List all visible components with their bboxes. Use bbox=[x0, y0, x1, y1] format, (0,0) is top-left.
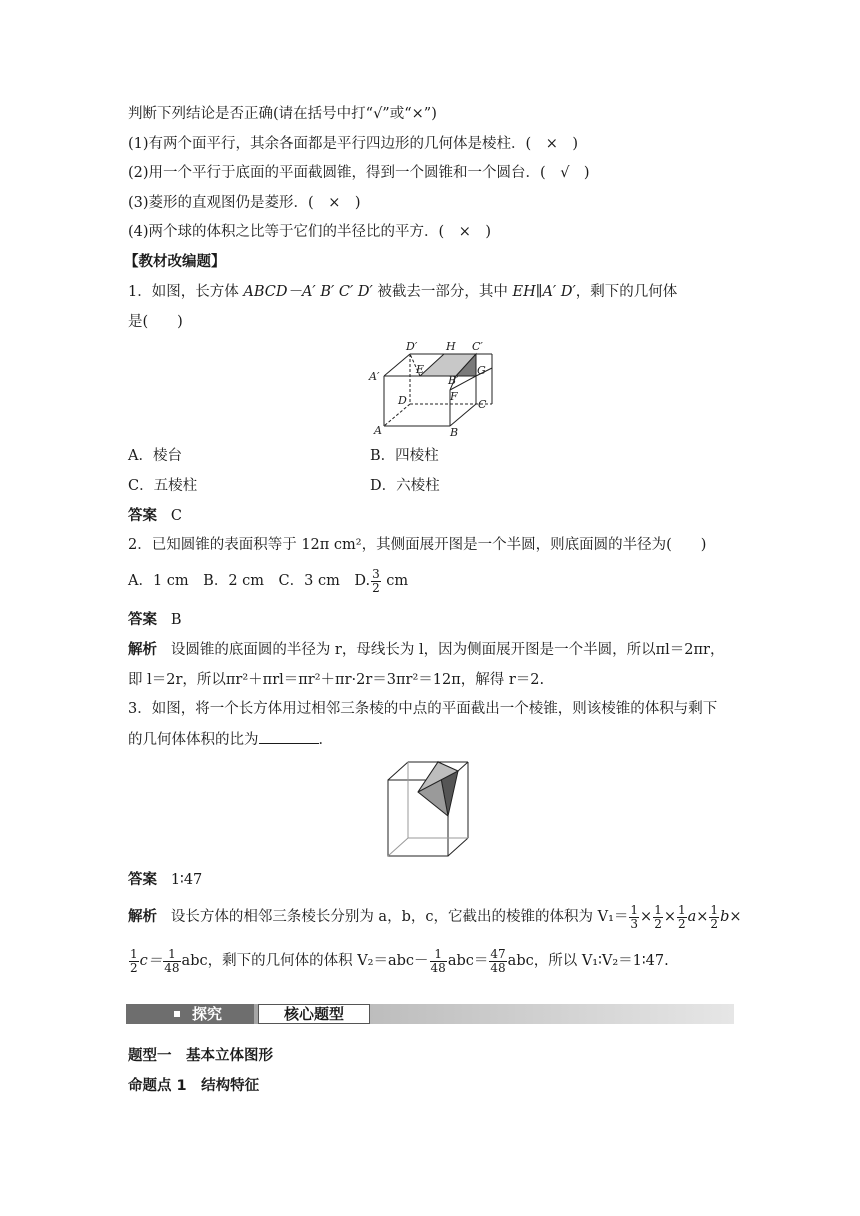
frac-2 bbox=[653, 904, 663, 931]
frac-7-num: 1 bbox=[430, 948, 447, 962]
q3-analysis-a: 设长方体的相邻三条棱长分别为 a，b，c，它截出的棱锥的体积为 V₁＝ bbox=[170, 909, 629, 925]
q3-t3: a× bbox=[687, 909, 709, 925]
section-label: 【教材改编题】 bbox=[124, 254, 226, 270]
q2-analysis-text1: 设圆锥的底面圆的半径为 r，母线长为 l，因为侧面展开图是一个半圆，所以πl＝2πr， bbox=[170, 642, 725, 658]
frac-8-num: 47 bbox=[490, 946, 506, 961]
q3-t4: b× bbox=[720, 909, 742, 925]
frac-3-num: 1 bbox=[677, 902, 686, 917]
frac-6-den: 48 bbox=[164, 960, 180, 975]
frac-2-den: 2 bbox=[654, 916, 662, 931]
judgement-2: (2)用一个平行于底面的平面截圆锥，得到一个圆锥和一个圆台．( √ ) bbox=[128, 165, 590, 181]
q3-t5: c＝ bbox=[139, 953, 163, 969]
frac-2-num: 1 bbox=[654, 902, 662, 917]
q3-answer bbox=[128, 870, 202, 890]
q2-answer bbox=[128, 610, 181, 630]
judgement-3: (3)菱形的直观图仍是菱形．( × ) bbox=[128, 195, 361, 211]
q2-answer-value: B bbox=[170, 612, 182, 628]
q3-t7: abc＝ bbox=[447, 953, 489, 969]
q1-option-a: A．棱台 bbox=[128, 448, 182, 464]
section-banner bbox=[126, 1002, 734, 1026]
frac-8 bbox=[489, 948, 506, 975]
q1-answer bbox=[128, 506, 182, 526]
q1-eh: EH∥A′ D′ bbox=[512, 284, 576, 300]
q1-cuboid-figure bbox=[366, 338, 496, 440]
label-c1: C′ bbox=[472, 340, 483, 353]
q1-line2: 是( ) bbox=[128, 314, 183, 330]
q3-analysis-1 bbox=[128, 900, 742, 934]
q1-post: ，剩下的几何体 bbox=[575, 284, 678, 300]
q2-analysis-label: 解析 bbox=[128, 642, 157, 658]
q1-answer-label: 答案 bbox=[128, 508, 157, 524]
frac-3 bbox=[677, 904, 687, 931]
frac-4-den: 2 bbox=[710, 916, 719, 931]
q3-line1: 3．如图，将一个长方体用过相邻三条棱的中点的平面截出一个棱锥，则该棱锥的体积与剩下 bbox=[128, 701, 718, 717]
label-a1: A′ bbox=[369, 370, 380, 383]
q2-answer-label: 答案 bbox=[128, 612, 157, 628]
q3-line2-pre: 的几何体体积的比为 bbox=[128, 732, 259, 748]
banner-left bbox=[126, 1004, 254, 1024]
frac-1-num: 1 bbox=[630, 902, 639, 917]
banner-right: 核心题型 bbox=[258, 1004, 370, 1024]
q3-analysis-label: 解析 bbox=[128, 909, 157, 925]
label-b1: B′ bbox=[448, 374, 459, 387]
q2-analysis-1 bbox=[128, 640, 724, 660]
intro-text: 判断下列结论是否正确(请在括号中打“√”或“×”) bbox=[128, 106, 437, 122]
frac-7 bbox=[430, 948, 447, 975]
frac-6 bbox=[163, 948, 180, 975]
q1-option-b: B．四棱柱 bbox=[370, 448, 439, 464]
q1-mid: 被截去一部分，其中 bbox=[372, 284, 513, 300]
judgement-1: (1)有两个面平行，其余各面都是平行四边形的几何体是棱柱．( × ) bbox=[128, 136, 579, 152]
point-heading: 命题点 1 结构特征 bbox=[128, 1078, 260, 1094]
label-b: B bbox=[450, 426, 459, 439]
q3-answer-blank bbox=[259, 729, 319, 744]
label-c: C bbox=[478, 398, 487, 411]
label-d: D bbox=[398, 394, 407, 407]
topic-heading: 题型一 基本立体图形 bbox=[128, 1048, 273, 1064]
q1-pre: 1．如图，长方体 bbox=[128, 284, 244, 300]
label-h: H bbox=[446, 340, 456, 353]
q1-option-d: D．六棱柱 bbox=[370, 478, 440, 494]
label-f: F bbox=[450, 390, 458, 403]
q1-box: ABCD－A′ B′ C′ D′ bbox=[243, 284, 373, 300]
q2-text: 2．已知圆锥的表面积等于 12π cm²，其侧面展开图是一个半圆，则底面圆的半径为( ) bbox=[128, 537, 707, 553]
label-g: G bbox=[477, 364, 486, 377]
frac-1 bbox=[629, 904, 639, 931]
q3-t1: × bbox=[640, 909, 653, 925]
banner-left-label: 探究 bbox=[192, 1005, 223, 1023]
q3-t2: × bbox=[663, 909, 676, 925]
frac-4-num: 1 bbox=[710, 902, 719, 917]
q3-t8: abc，所以 V₁∶V₂＝1∶47. bbox=[507, 953, 669, 969]
frac-3-den: 2 bbox=[677, 916, 686, 931]
q1-option-c: C．五棱柱 bbox=[128, 478, 198, 494]
q3-answer-label: 答案 bbox=[128, 872, 157, 888]
q2-unit: cm bbox=[381, 573, 409, 589]
frac-7-den: 48 bbox=[430, 960, 446, 975]
q3-answer-value: 1∶47 bbox=[170, 872, 203, 888]
q2-frac-num: 3 bbox=[372, 566, 380, 581]
judgement-4: (4)两个球的体积之比等于它们的半径比的平方．( × ) bbox=[128, 224, 492, 240]
label-a: A bbox=[374, 424, 382, 437]
frac-4 bbox=[709, 904, 719, 931]
q2-analysis-2: 即 l＝2r，所以πr²＋πrl＝πr²＋πr·2r＝3πr²＝12π，解得 r＝2. bbox=[128, 672, 545, 688]
q3-analysis-2 bbox=[128, 944, 669, 978]
frac-6-num: 1 bbox=[163, 948, 180, 962]
frac-5-den: 2 bbox=[130, 960, 138, 975]
q3-cuboid-figure bbox=[384, 758, 474, 860]
q2-frac-den: 2 bbox=[372, 580, 380, 595]
q1-answer-value: C bbox=[170, 508, 182, 524]
q2-options bbox=[128, 566, 408, 596]
q3-t6: abc，剩下的几何体的体积 V₂＝abc－ bbox=[181, 953, 429, 969]
q1-line1 bbox=[128, 282, 677, 302]
label-e: E bbox=[416, 363, 425, 376]
frac-8-den: 48 bbox=[490, 960, 506, 975]
q3-line2-post: ． bbox=[318, 732, 333, 748]
q3-line2 bbox=[128, 729, 333, 750]
frac-5 bbox=[129, 948, 139, 975]
q2-fraction bbox=[371, 568, 381, 595]
q2-opts-text: A．1 cm B．2 cm C．3 cm D. bbox=[128, 573, 371, 589]
frac-1-den: 3 bbox=[630, 916, 639, 931]
label-d1: D′ bbox=[406, 340, 418, 353]
square-icon bbox=[174, 1011, 180, 1017]
frac-5-num: 1 bbox=[130, 946, 138, 961]
